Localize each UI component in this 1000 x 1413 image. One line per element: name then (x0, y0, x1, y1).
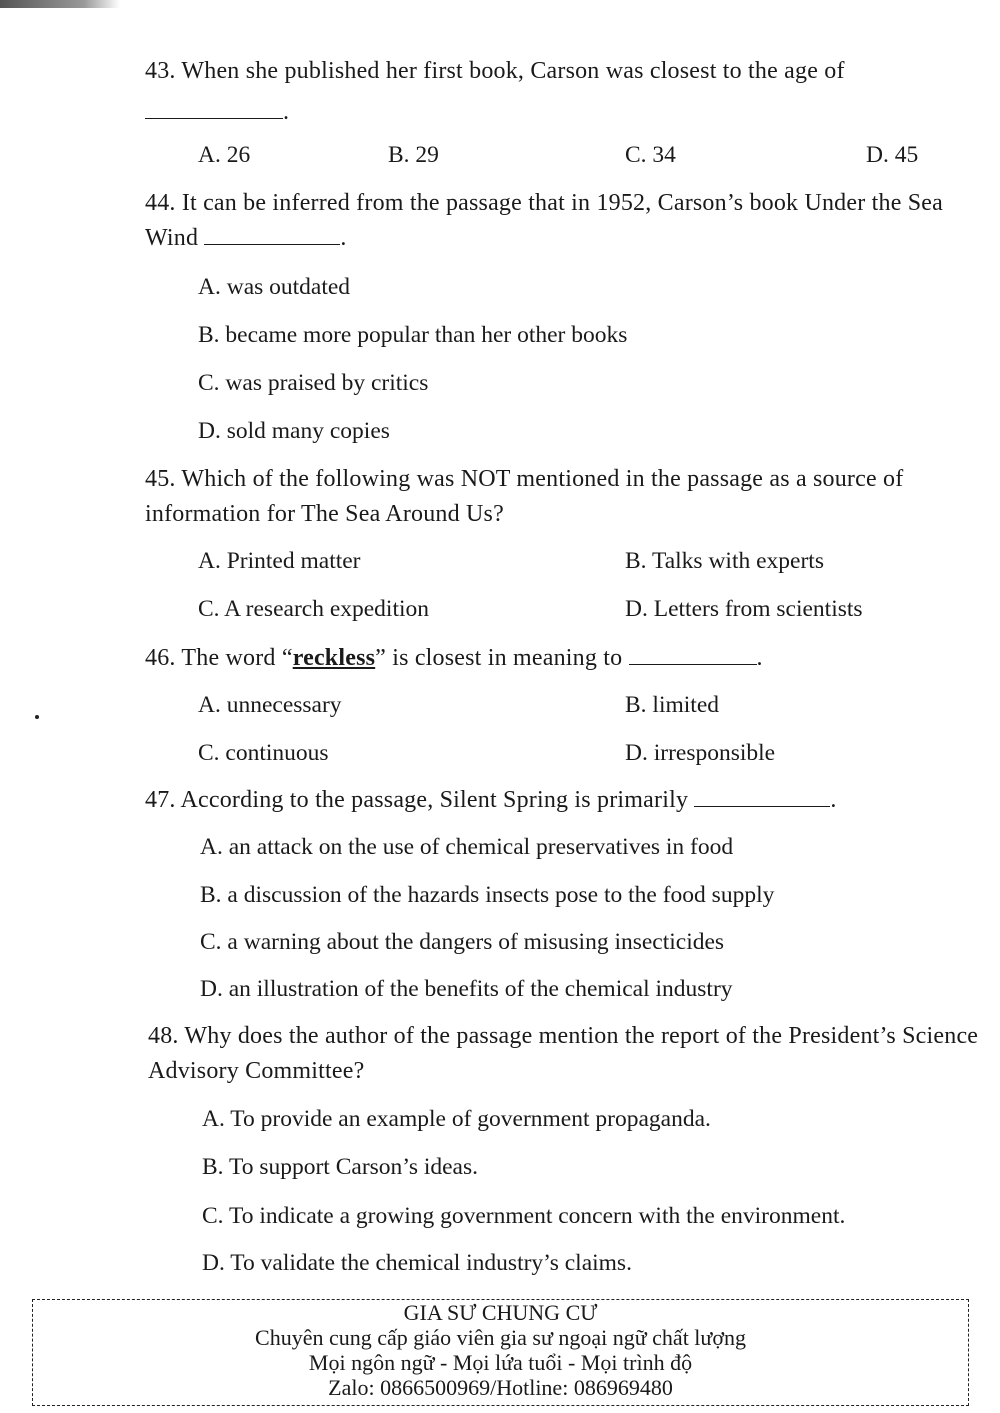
answer-blank (629, 644, 757, 665)
question-text: Why does the author of the passage mention the report of the President’s Science Advisory Committee? (148, 1023, 979, 1084)
option-d[interactable]: D. Letters from scientists (625, 596, 863, 622)
option-b[interactable]: B. became more popular than her other books (198, 322, 628, 348)
footer-title: GIA SƯ CHUNG CƯ (403, 1300, 598, 1325)
question-text: When she published her first book, Carson was closest to the age of (181, 58, 845, 84)
question-number: 46. (145, 645, 176, 671)
scan-speck (35, 715, 39, 719)
question-number: 47. (145, 787, 176, 813)
question-43-blank-line (145, 95, 982, 130)
option-b[interactable]: B. To support Carson’s ideas. (202, 1154, 478, 1180)
question-47-stem (145, 783, 982, 818)
stem-end: . (830, 787, 837, 813)
option-a[interactable]: A. To provide an example of government propaganda. (202, 1106, 711, 1132)
option-a[interactable]: A. an attack on the use of chemical preservatives in food (200, 834, 734, 860)
footer-contact: Zalo: 0866500969/Hotline: 086969480 (328, 1375, 673, 1400)
question-43-stem (145, 54, 982, 89)
option-c[interactable]: C. To indicate a growing government concern with the environment. (202, 1203, 846, 1229)
scan-edge-mark (0, 0, 120, 8)
stem-end: . (340, 225, 347, 251)
question-number: 45. (145, 466, 176, 492)
option-d[interactable]: D. an illustration of the benefits of the chemical industry (200, 976, 733, 1002)
option-d[interactable]: D. 45 (866, 142, 919, 168)
option-a[interactable]: A. unnecessary (198, 692, 342, 718)
answer-blank (694, 786, 830, 807)
option-c[interactable]: C. was praised by critics (198, 370, 429, 396)
question-number: 43. (145, 58, 176, 84)
option-d[interactable]: D. irresponsible (625, 740, 776, 766)
question-number: 44. (145, 190, 176, 216)
option-b[interactable]: B. limited (625, 692, 719, 718)
keyword-reckless: reckless (292, 645, 376, 671)
question-text: Which of the following was NOT mentioned in the passage as a source of information for The Sea Around Us? (145, 466, 904, 527)
question-44-stem (145, 186, 982, 256)
option-b[interactable]: B. a discussion of the hazards insects pose to the food supply (200, 882, 775, 908)
footer-line-1: Chuyên cung cấp giáo viên gia sư ngoại ngữ chất lượng (255, 1325, 746, 1350)
option-d[interactable]: D. sold many copies (198, 418, 390, 444)
option-d[interactable]: D. To validate the chemical industry’s claims. (202, 1250, 632, 1276)
question-text-before: The word “ (181, 645, 293, 671)
option-c[interactable]: C. A research expedition (198, 596, 430, 622)
option-b[interactable]: B. 29 (388, 142, 439, 168)
answer-blank (145, 98, 283, 119)
option-a[interactable]: A. was outdated (198, 274, 351, 300)
option-c[interactable]: C. a warning about the dangers of misusing insecticides (200, 929, 725, 955)
answer-blank (204, 224, 340, 245)
footer-line-2: Mọi ngôn ngữ - Mọi lứa tuổi - Mọi trình độ (308, 1350, 693, 1375)
question-text-after: ” is closest in meaning to (375, 645, 623, 671)
option-c[interactable]: C. continuous (198, 740, 329, 766)
option-a[interactable]: A. Printed matter (198, 548, 361, 574)
footer-advert-box (32, 1299, 969, 1406)
question-46-stem (145, 641, 982, 676)
option-b[interactable]: B. Talks with experts (625, 548, 824, 574)
question-48-stem (148, 1019, 982, 1089)
option-a[interactable]: A. 26 (198, 142, 251, 168)
question-text: It can be inferred from the passage that in 1952, Carson’s book Under the Sea Wind (145, 190, 943, 251)
stem-end: . (756, 645, 763, 671)
question-text: According to the passage, Silent Spring is primarily (180, 787, 689, 813)
stem-end: . (283, 99, 290, 125)
question-45-stem (145, 462, 982, 532)
question-number: 48. (148, 1023, 179, 1049)
option-c[interactable]: C. 34 (625, 142, 676, 168)
